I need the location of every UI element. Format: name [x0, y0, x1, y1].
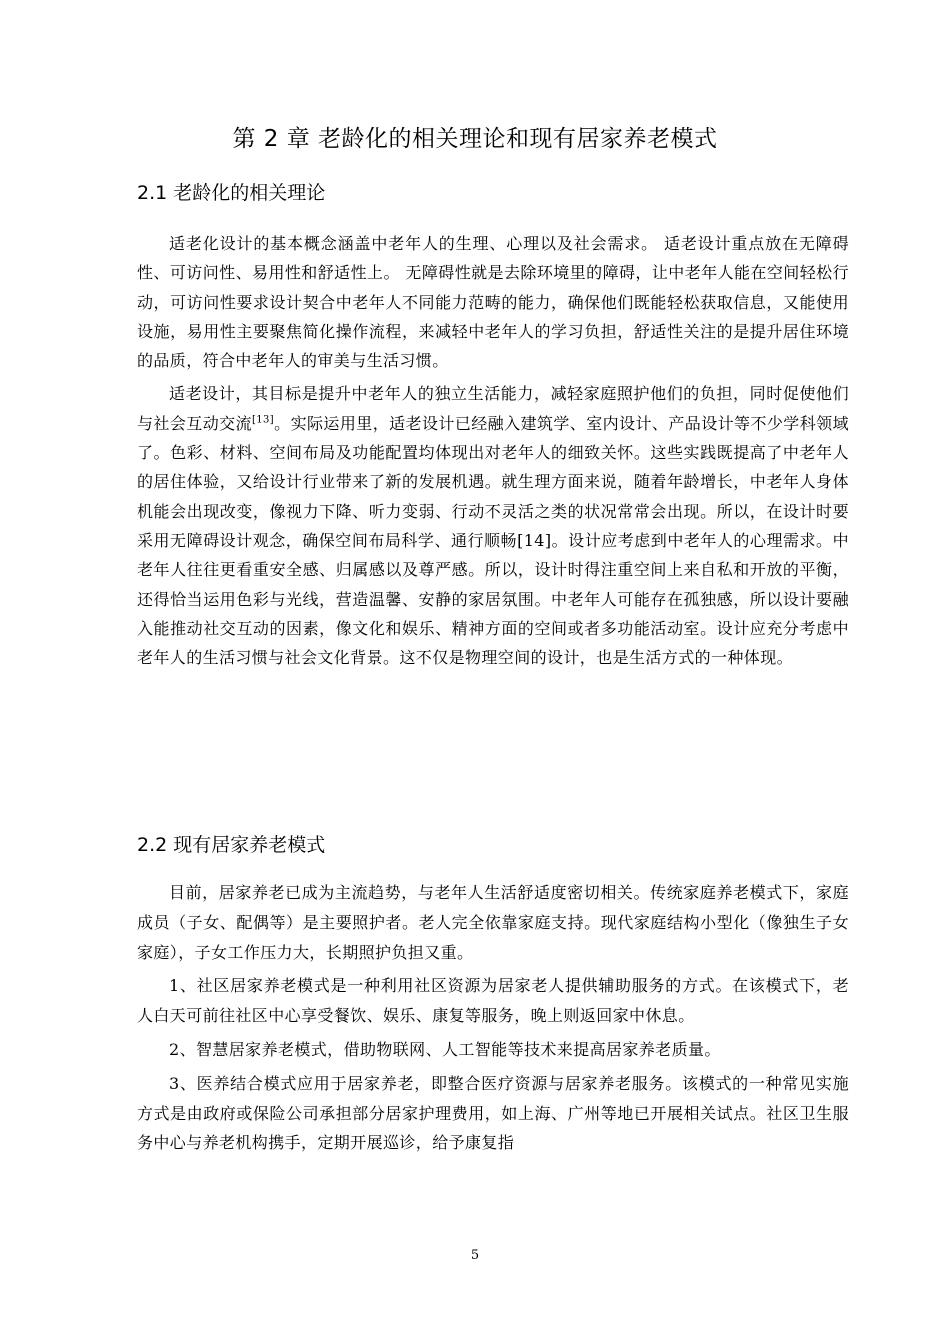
- citation-superscript: [13]: [251, 414, 275, 426]
- section-2-2-body: [137, 878, 849, 1162]
- list-item-paragraph: 2、智慧居家养老模式，借助物联网、人工智能等技术来提高居家养老质量。: [169, 1039, 721, 1059]
- section-heading-2-1: 2.1 老龄化的相关理论: [137, 182, 326, 204]
- paragraph: [137, 379, 849, 672]
- paragraph-text: 适老设计，其目标是提升中老年人的独立生活能力，减轻家庭照护他们的负担，同时促使他们与社会互动交流: [137, 384, 849, 433]
- paragraph: 适老化设计的基本概念涵盖中老年人的生理、心理以及社会需求。 适老设计重点放在无障碍性、可访问性、易用性和舒适性上。 无障碍性就是去除环境里的障碍，让中老年人能在空间轻松行动，可访问性要求设计契合中老年人不同能力范畴的能力，确保他们既能轻松获取信息，又能使用设施，易用性主要聚焦简化操作流程，来减轻中老年人的学习负担，舒适性关注的是提升居住环境的品质，符合中老年人的审美与生活习惯。: [137, 234, 849, 371]
- list-item-paragraph: 3、医养结合模式应用于居家养老，即整合医疗资源与居家养老服务。该模式的一种常见实施方式是由政府或保险公司承担部分居家护理费用，如上海、广州等地已开展相关试点。社区卫生服务中心与养老机构携手，定期开展巡诊，给予康复指: [137, 1073, 849, 1153]
- page-number: 5: [470, 1248, 480, 1263]
- section-2-1-body: [137, 229, 849, 672]
- list-item-paragraph: 1、社区居家养老模式是一种利用社区资源为居家老人提供辅助服务的方式。在该模式下，老人白天可前往社区中心享受餐饮、娱乐、康复等服务，晚上则返回家中休息。: [137, 976, 849, 1026]
- paragraph-text: 。实际运用里，适老设计已经融入建筑学、室内设计、产品设计等不少学科领域了。色彩、材料、空间布局及功能配置均体现出对老年人的细致关怀。这些实践既提高了中老年人的居住体验，又给设计行业带来了新的发展机遇。就生理方面来说，随着年龄增长，中老年人身体机能会出现改变，像视力下降、听力变弱、行动不灵活之类的状况常常会出现。所以，在设计时要采用无障碍设计观念，确保空间布局科学、通行顺畅[14]。设计应考虑到中老年人的心理需求。中老年人往往更看重安全感、归属感以及尊严感。所以，设计时得注重空间上来自私和开放的平衡，还得恰当运用色彩与光线，营造温馨、安静的家居氛围。中老年人可能存在孤独感，所以设计要融入能推动社交互动的因素，像文化和娱乐、精神方面的空间或者多功能活动室。设计应充分考虑中老年人的生活习惯与社会文化背景。这不仅是物理空间的设计，也是生活方式的一种体现。: [137, 413, 849, 668]
- section-heading-2-2: 2.2 现有居家养老模式: [137, 834, 326, 856]
- paragraph: 目前，居家养老已成为主流趋势，与老年人生活舒适度密切相关。传统家庭养老模式下，家庭成员（子女、配偶等）是主要照护者。老人完全依靠家庭支持。现代家庭结构小型化（像独生子女家庭），子女工作压力大，长期照护负担又重。: [137, 883, 849, 962]
- chapter-title: 第 2 章 老龄化的相关理论和现有居家养老模式: [232, 126, 718, 152]
